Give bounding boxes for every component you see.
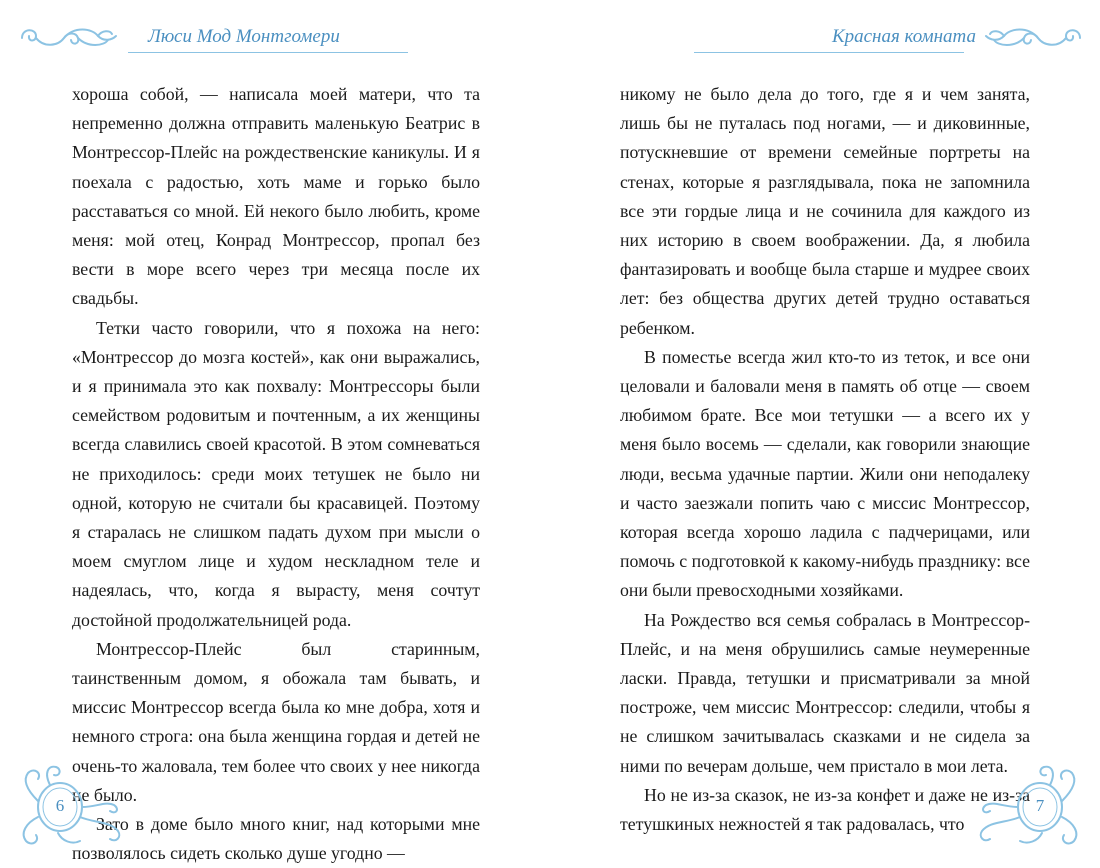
paragraph: Но не из-за сказок, не из-за конфет и даже не из-за тетушкиных нежностей я так радовалась, что [620, 784, 1030, 835]
left-body-text [72, 80, 480, 868]
paragraph: В поместье всегда жил кто-то из теток, и все они целовали и баловали меня в память об отце — своем любимом брате. Все мои тетушки — а всего их у меня было восемь — сделали, как говорили знающие люди, весьма удачные партии. Жили они неподалеку и часто заезжали попить чаю с миссис Монтрессор, которая всегда хорошо ладила с падчерицами, или помочь с подготовкой к какому-нибудь празднику: все они были превосходными хозяйками. [620, 346, 1030, 601]
corner-ornament-icon [14, 761, 134, 851]
paragraph: хороша собой, — написала моей матери, что та непременно должна отправить маленькую Беатрис в Монтрессор-Плейс на рождественские каникулы. И я поехала с радостью, хоть маме и горько было расставаться со мной. Ей некого было любить, кроме меня: мой отец, Конрад Монтрессор, пропал без вести в море всего через три месяца после их свадьбы. [72, 84, 480, 309]
right-page [550, 0, 1100, 861]
page-number-ornament [14, 761, 134, 851]
header-ornament-icon [974, 22, 1084, 52]
paragraph: На Рождество вся семья собралась в Монтрессор-Плейс, и на меня обрушились самые неумеренные ласки. Правда, тетушки и присматривали за мной построже, чем миссис Монтрессор: следили, чтобы я не слишком зачитывалась сказками и не сидела за ними по вечерам дольше, чем пристало в мои лета. [620, 609, 1030, 776]
paragraph: Монтрессор-Плейс был старинным, таинственным домом, я обожала там бывать, и миссис Монтрессор всегда была ко мне добра, хотя и немного строга: она была женщина гордая и детей не очень-то жаловала, тем более что своих у нее никогда не было. [72, 638, 480, 805]
running-header-title: Красная комната [832, 26, 977, 47]
running-header-title: Люси Мод Монтгомери [148, 26, 340, 47]
page-number: 6 [55, 796, 65, 815]
paragraph: никому не было дела до того, где я и чем занята, лишь бы не путалась под ногами, — и диковинные, потускневшие от времени семейные портреты на стенах, которые я разглядывала, пока не запомнила все эти гордые лица и не сочинила для каждого из них историю в своем воображении. Да, я любила фантазировать и вообще была старше и мудрее своих лет: без общества других детей трудно оставаться ребенком. [620, 84, 1030, 338]
left-page [0, 0, 550, 864]
header-rule [128, 52, 408, 53]
page-number: 7 [1035, 796, 1045, 815]
paragraph: Тетки часто говорили, что я похожа на него: «Монтрессор до мозга костей», как они выражались, и я принимала это как похвалу: Монтрессоры были семейством родовитым и почтенным, а их женщины всегда славились своей красотой. В этом сомневаться не приходилось: среди моих тетушек не было ни одной, которую не считали бы красавицей. Поэтому я старалась не слишком падать духом при мысли о моем смуглом лице и худом нескладном теле и надеялась, что, когда я вырасту, меня сочтут достойной продолжательницей рода. [72, 317, 480, 630]
right-body-text [620, 80, 1030, 839]
page-number-ornament [966, 761, 1086, 851]
paragraph: Зато в доме было много книг, над которыми мне позволялось сидеть сколько душе угодно — [72, 814, 480, 864]
header-rule [694, 52, 964, 53]
header-ornament-icon [18, 22, 128, 52]
